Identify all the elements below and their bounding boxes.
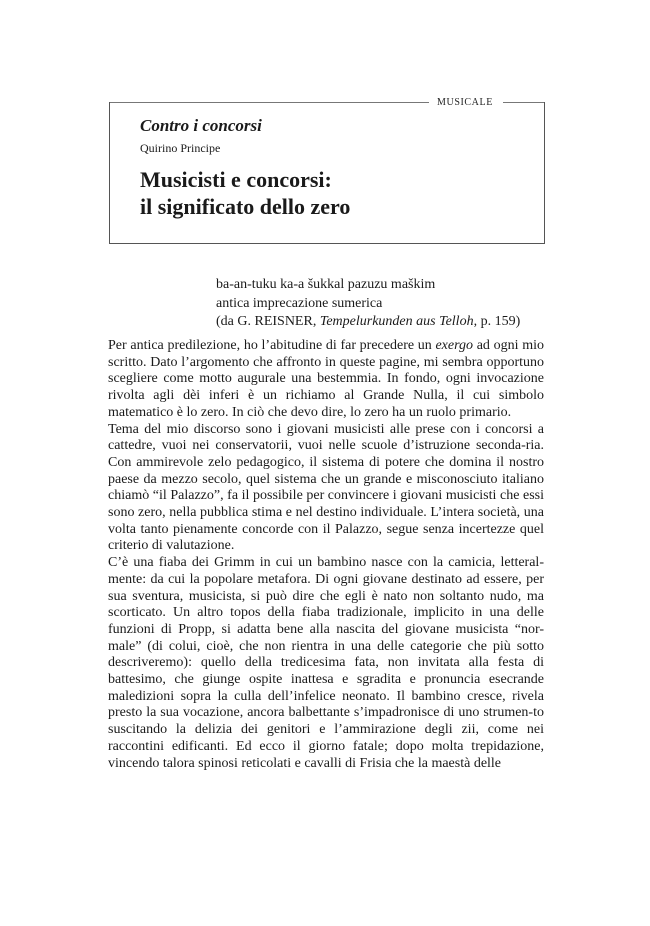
epigraph-line-2: antica imprecazione sumerica — [216, 295, 383, 311]
epigraph-line-1: ba-an-tuku ka-a šukkal pazuzu maškim — [216, 277, 436, 292]
author-name: Quirino Principe — [140, 141, 221, 155]
epigraph-citation — [216, 313, 520, 332]
title-line-1: Musicisti e concorsi: — [140, 167, 332, 192]
section-label: MUSICALE — [437, 97, 493, 108]
title-line-2: il significato dello zero — [140, 194, 351, 219]
article-title — [140, 166, 350, 220]
citation-work-title: Tempelurkunden aus Telloh — [319, 314, 474, 329]
paragraph-3: C’è una fiaba dei Grimm in cui un bambino nasce con la camicia, letteral-mente: da cui la popolare metafora. Di ogni giovane destinato ad essere, per sua sventura, musicista, si può dire che egli è nato non soltanto nudo, ma scorticato. Un altro topos della fiaba tradizionale, implicito in una delle funzioni di Propp, si adatta bene alla nascita del giovane musicista “nor-male” (di colui, cioè, che non rientra in una delle categorie che più sotto descriveremo): quello della tredicesima fata, non invitata alla festa di battesimo, che giunge ospite inattesa e sgradita e pronuncia esecrande maledizioni sopra la culla dell’infelice neonato. Il bambino cresce, rivela presto la sua vocazione, ancora balbettante s’impadronisce di uno strumen-to suscitando la delizia dei genitori e l’ammirazione degli zii, come nei raccontini edificanti. Ed ecco il giorno fatale; dopo molta trepidazione, vincendo talora spinosi reticolati e cavalli di Frisia che la maestà delle — [108, 555, 544, 771]
paragraph-1-start: Per antica predilezione, ho l’abitudine di far precedere un — [108, 338, 436, 353]
rubric-title: Contro i concorsi — [140, 116, 262, 135]
citation-prefix: (da G. REISNER, — [216, 314, 320, 329]
citation-suffix: , p. 159) — [473, 314, 521, 329]
paragraph-1 — [108, 338, 544, 422]
paragraph-1-end: ad ogni mio scritto. Dato l’argomento che affronto in queste pagine, mi sembra opportuno scegliere come motto augurale una bestemmia. In fondo, ogni invocazione rivolta agli dèi inferi è un richiamo al Grande Nulla, il cui simbolo matematico è lo zero. In ciò che devo dire, lo zero ha un ruolo primario. — [108, 338, 544, 420]
epigraph — [216, 276, 520, 332]
exergo-term: exergo — [435, 338, 474, 353]
article-body — [108, 338, 544, 772]
paragraph-2: Tema del mio discorso sono i giovani musicisti alle prese con i concorsi a cattedre, vuoi nei conservatorii, vuoi nelle scuole d’istruzione seconda-ria. Con ammirevole zelo pedagogico, il sistema di potere che domina il nostro paese da mezzo secolo, quel sistema che un grande e misconosciuto italiano chiamò “il Palazzo”, fa il possibile per convincere i giovani musicisti che essi sono zero, nella pubblica stima e nel destino individuale. L’intera società, una volta tanto pienamente concorde con il Palazzo, segue senza incertezze quel criterio di valutazione. — [108, 421, 544, 554]
